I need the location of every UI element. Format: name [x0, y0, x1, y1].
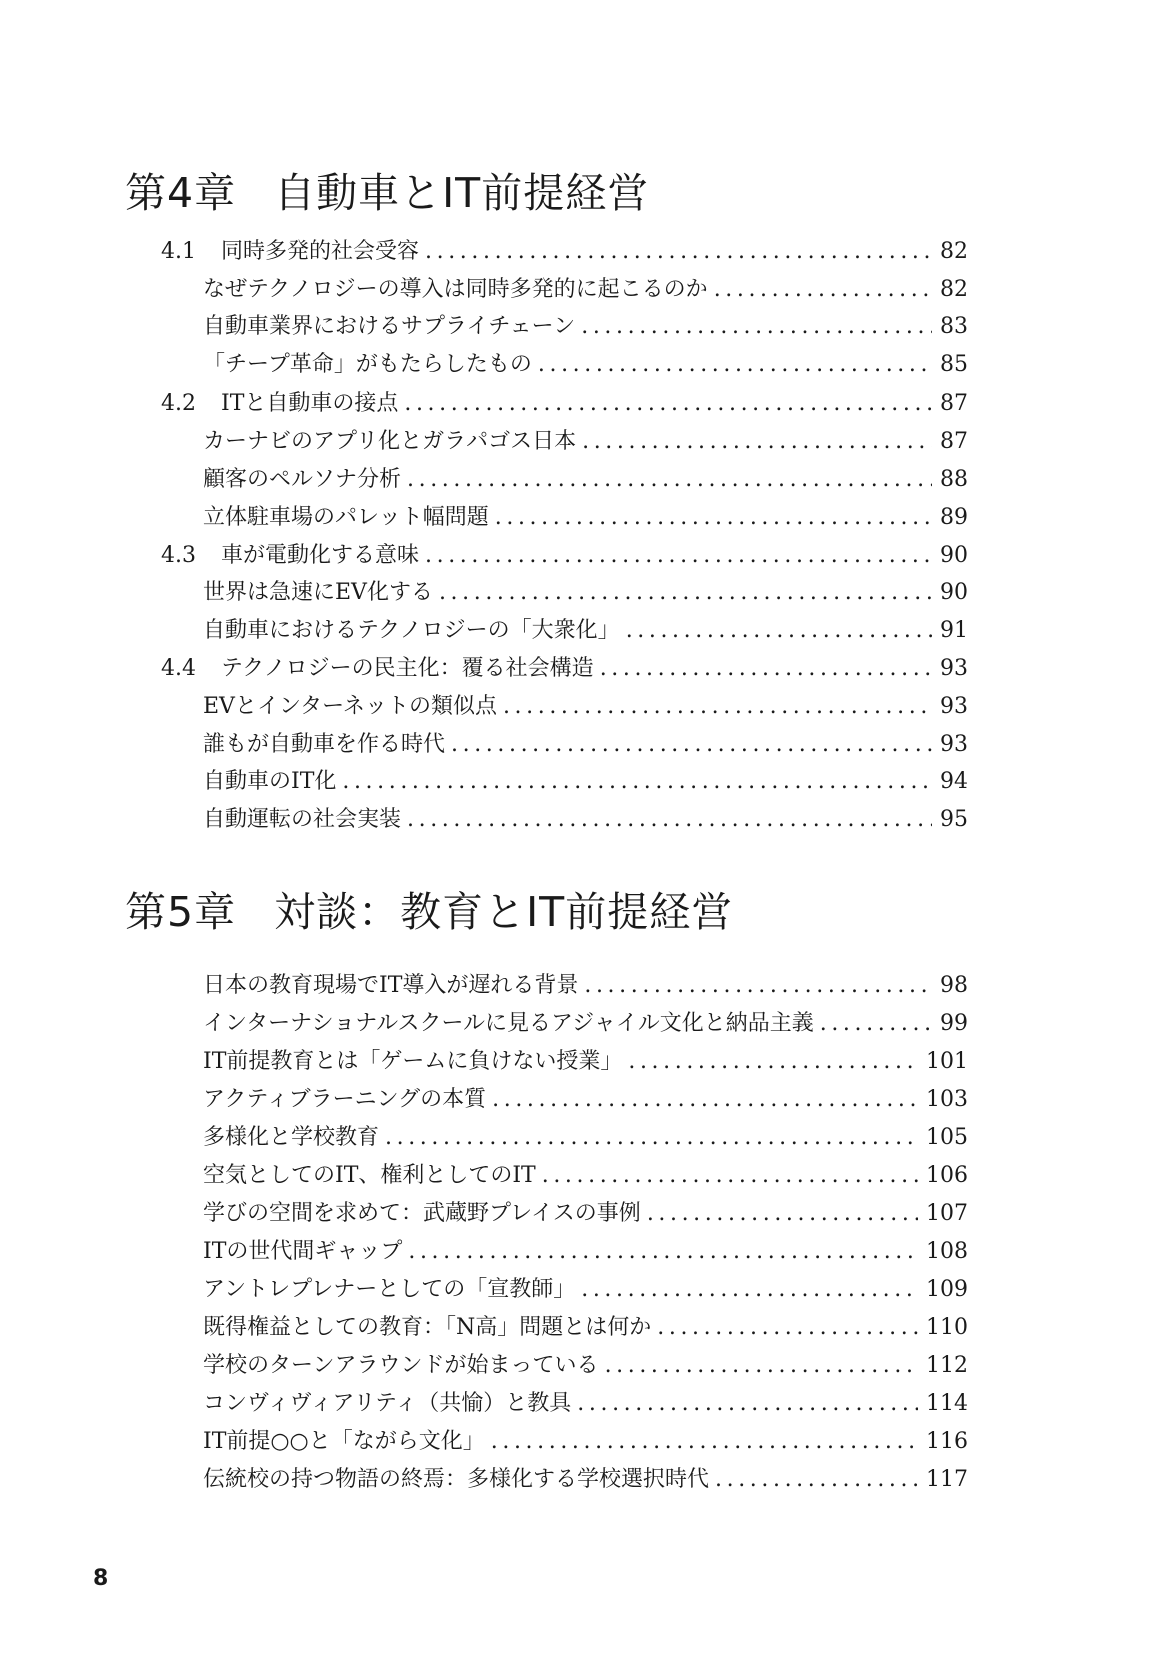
toc-subsection-entry[interactable] — [203, 426, 968, 458]
entry-page-number: 110 — [926, 1315, 968, 1340]
dot-leader — [581, 311, 932, 343]
toc-subsection-entry[interactable] — [203, 1464, 968, 1496]
entry-page-number: 112 — [926, 1353, 968, 1378]
page-number: 8 — [93, 1566, 109, 1591]
entry-title: ITと自動車の接点 — [221, 391, 399, 416]
toc-subsection-entry[interactable] — [203, 502, 968, 534]
section-number: 4.3 — [161, 543, 196, 568]
entry-title: テクノロジーの民主化：覆る社会構造 — [221, 656, 594, 681]
entry-page-number: 98 — [940, 973, 968, 998]
dot-leader — [584, 970, 932, 1002]
entry-title: コンヴィヴィアリティ（共愉）と教具 — [203, 1391, 572, 1416]
entry-title: 車が電動化する意味 — [221, 543, 420, 568]
entry-title: なぜテクノロジーの導入は同時多発的に起こるのか — [203, 277, 708, 302]
toc-section-entry[interactable] — [161, 540, 968, 572]
toc-section-entry[interactable] — [161, 236, 968, 268]
entry-page-number: 87 — [940, 429, 968, 454]
dot-leader — [439, 577, 932, 609]
entry-page-number: 93 — [940, 732, 968, 757]
entry-page-number: 103 — [926, 1087, 968, 1112]
toc-subsection-entry[interactable] — [203, 274, 968, 306]
entry-title: 空気としてのIT、権利としてのIT — [203, 1163, 536, 1188]
dot-leader — [404, 388, 932, 420]
dot-leader — [657, 1312, 918, 1344]
entry-title: アントレプレナーとしての「宣教師」 — [203, 1277, 576, 1302]
toc-section-entry[interactable] — [161, 388, 968, 420]
toc-subsection-entry[interactable] — [203, 1388, 968, 1420]
entry-page-number: 90 — [940, 543, 968, 568]
dot-leader — [407, 804, 932, 836]
toc-subsection-entry[interactable] — [203, 1312, 968, 1344]
entry-page-number: 114 — [926, 1391, 968, 1416]
toc-subsection-entry[interactable] — [203, 311, 968, 343]
toc-subsection-entry[interactable] — [203, 691, 968, 723]
dot-leader — [714, 274, 932, 306]
entry-title: アクティブラーニングの本質 — [203, 1087, 487, 1112]
dot-leader — [600, 653, 932, 685]
entry-title: カーナビのアプリ化とガラパゴス日本 — [203, 429, 577, 454]
dot-leader — [581, 1274, 918, 1306]
entry-page-number: 94 — [940, 769, 968, 794]
entry-title: 誰もが自動車を作る時代 — [203, 732, 446, 757]
entry-title: 伝統校の持つ物語の終焉：多様化する学校選択時代 — [203, 1467, 710, 1492]
chapter-title-text: 自動車とIT前提経営 — [274, 169, 650, 217]
entry-page-number: 90 — [940, 580, 968, 605]
section-number: 4.1 — [161, 239, 196, 264]
chapter-heading — [125, 169, 650, 217]
entry-page-number: 82 — [940, 239, 968, 264]
entry-title: 自動運転の社会実装 — [203, 807, 402, 832]
chapter-number: 第4章 — [125, 169, 237, 217]
entry-title: 学びの空間を求めて：武蔵野プレイスの事例 — [203, 1201, 641, 1226]
entry-title: ITの世代間ギャップ — [203, 1239, 403, 1264]
toc-subsection-entry[interactable] — [203, 1426, 968, 1458]
entry-page-number: 108 — [926, 1239, 968, 1264]
toc-subsection-entry[interactable] — [203, 1274, 968, 1306]
entry-page-number: 82 — [940, 277, 968, 302]
toc-subsection-entry[interactable] — [203, 1046, 968, 1078]
dot-leader — [492, 1084, 918, 1116]
dot-leader — [582, 426, 932, 458]
entry-title: 多様化と学校教育 — [203, 1125, 380, 1150]
entry-page-number: 91 — [940, 618, 968, 643]
dot-leader — [503, 691, 932, 723]
section-number: 4.2 — [161, 391, 196, 416]
entry-page-number: 105 — [926, 1125, 968, 1150]
entry-page-number: 88 — [940, 467, 968, 492]
entry-title: IT前提教育とは「ゲームに負けない授業」 — [203, 1049, 623, 1074]
chapter-heading — [125, 888, 734, 936]
entry-title: 日本の教育現場でIT導入が遅れる背景 — [203, 973, 579, 998]
entry-title: 自動車のIT化 — [203, 769, 337, 794]
chapter-number: 第5章 — [125, 888, 237, 936]
toc-subsection-entry[interactable] — [203, 766, 968, 798]
toc-subsection-entry[interactable] — [203, 1350, 968, 1382]
entry-page-number: 95 — [940, 807, 968, 832]
entry-title: 「チープ革命」がもたらしたもの — [203, 352, 532, 377]
entry-page-number: 93 — [940, 656, 968, 681]
entry-page-number: 117 — [926, 1467, 968, 1492]
entry-title: 既得権益としての教育：「N高」問題とは何か — [203, 1315, 652, 1340]
section-number: 4.4 — [161, 656, 196, 681]
chapter-title-text: 対談：教育とIT前提経営 — [274, 888, 734, 936]
dot-leader — [407, 464, 932, 496]
toc-subsection-entry[interactable] — [203, 615, 968, 647]
dot-leader — [451, 729, 932, 761]
dot-leader — [647, 1198, 918, 1230]
dot-leader — [605, 1350, 918, 1382]
toc-section-entry[interactable] — [161, 653, 968, 685]
entry-title: 学校のターンアラウンドが始まっている — [203, 1353, 599, 1378]
dot-leader — [408, 1236, 918, 1268]
dot-leader — [425, 540, 932, 572]
dot-leader — [342, 766, 932, 798]
toc-subsection-entry[interactable] — [203, 729, 968, 761]
toc-subsection-entry[interactable] — [203, 1122, 968, 1154]
entry-title: 自動車におけるテクノロジーの「大衆化」 — [203, 618, 620, 643]
entry-title: 世界は急速にEV化する — [203, 580, 433, 605]
dot-leader — [820, 1008, 932, 1040]
dot-leader — [715, 1464, 918, 1496]
entry-title: 同時多発的社会受容 — [221, 239, 420, 264]
dot-leader — [491, 1426, 918, 1458]
dot-leader — [385, 1122, 918, 1154]
toc-subsection-entry[interactable] — [203, 1084, 968, 1116]
toc-subsection-entry[interactable] — [203, 1008, 968, 1040]
entry-page-number: 101 — [926, 1049, 968, 1074]
entry-page-number: 87 — [940, 391, 968, 416]
entry-page-number: 116 — [926, 1429, 968, 1454]
entry-title: 立体駐車場のパレット幅問題 — [203, 505, 489, 530]
toc-subsection-entry[interactable] — [203, 464, 968, 496]
dot-leader — [626, 615, 932, 647]
entry-page-number: 109 — [926, 1277, 968, 1302]
entry-title: インターナショナルスクールに見るアジャイル文化と納品主義 — [203, 1011, 814, 1036]
toc-subsection-entry[interactable] — [203, 1236, 968, 1268]
toc-subsection-entry[interactable] — [203, 804, 968, 836]
toc-subsection-entry[interactable] — [203, 970, 968, 1002]
toc-subsection-entry[interactable] — [203, 577, 968, 609]
entry-title: 顧客のペルソナ分析 — [203, 467, 402, 492]
dot-leader — [425, 236, 932, 268]
entry-page-number: 93 — [940, 694, 968, 719]
dot-leader — [542, 1160, 918, 1192]
dot-leader — [538, 349, 932, 381]
dot-leader — [495, 502, 932, 534]
entry-title: 自動車業界におけるサプライチェーン — [203, 314, 576, 339]
toc-subsection-entry[interactable] — [203, 349, 968, 381]
dot-leader — [628, 1046, 918, 1078]
entry-page-number: 99 — [940, 1011, 968, 1036]
dot-leader — [577, 1388, 918, 1420]
entry-page-number: 89 — [940, 505, 968, 530]
entry-page-number: 83 — [940, 314, 968, 339]
entry-page-number: 85 — [940, 352, 968, 377]
toc-subsection-entry[interactable] — [203, 1198, 968, 1230]
toc-subsection-entry[interactable] — [203, 1160, 968, 1192]
entry-page-number: 106 — [926, 1163, 968, 1188]
entry-title: EVとインターネットの類似点 — [203, 694, 497, 719]
entry-page-number: 107 — [926, 1201, 968, 1226]
entry-title: IT前提○○と「ながら文化」 — [203, 1429, 485, 1454]
